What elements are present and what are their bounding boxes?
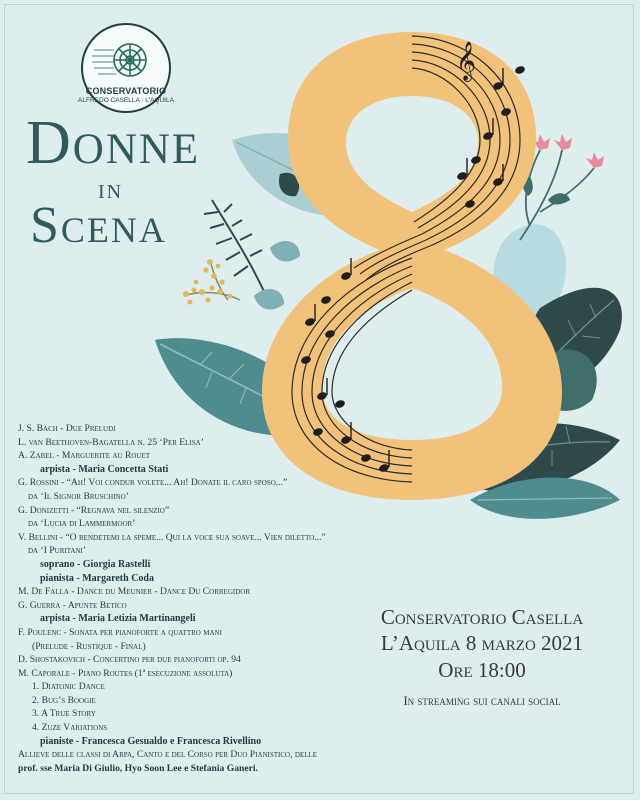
yellow-sprig xyxy=(183,259,240,305)
event-date: L’Aquila 8 marzo 2021 xyxy=(380,631,584,655)
program-line: A. Zabel - Marguerite au Rouet xyxy=(18,450,151,462)
program-line: soprano - Giorgia Rastelli xyxy=(40,558,151,570)
event-info xyxy=(352,604,612,714)
program-line: 1. Diatonic Dance xyxy=(32,681,105,693)
program-line: pianista - Margareth Coda xyxy=(40,572,154,584)
program-line: L. van Beethoven-Bagatella n. 25 ‘Per Elisa’ xyxy=(18,436,204,448)
title-in: in xyxy=(98,174,124,205)
logo-subtitle: ALFREDO CASELLA · L'AQUILA xyxy=(78,97,174,104)
program-line: da ‘Lucia di Lammermoor’ xyxy=(28,518,136,530)
program-line: 3. A True Story xyxy=(32,708,96,720)
logo-name: CONSERVATORIO xyxy=(85,86,167,96)
program-line: arpista - Maria Letizia Martinangeli xyxy=(40,613,196,625)
program-line: da ‘I Puritani’ xyxy=(28,545,87,557)
program-line: pianiste - Francesca Gesualdo e Francesca Rivellino xyxy=(40,735,262,747)
program-line: J. S. Bach - Due Preludi xyxy=(18,423,116,434)
program-line: 4. Zuze Variations xyxy=(32,722,108,734)
program-line: D. Shostakovich - Concertino per due pianoforti op. 94 xyxy=(18,654,241,666)
program-line: Allieve delle classi di Arpa, Canto e del Corso per Duo Pianistico, delle xyxy=(18,749,318,761)
program-line: prof. sse Maria Di Giulio, Hyo Soon Lee e Stefania Ganeri. xyxy=(18,762,258,774)
program-line: da ‘Il Signor Bruschino’ xyxy=(28,490,129,502)
program-line: M. Caporale - Piano Routes (1ª esecuzione assoluta) xyxy=(18,667,233,679)
program-list xyxy=(18,422,398,775)
event-time: Ore 18:00 xyxy=(438,658,526,682)
program-line: M. De Falla - Dance du Meunier - Dance Du Corregidor xyxy=(18,586,250,598)
program-line: arpista - Maria Concetta Stati xyxy=(40,463,169,475)
program-line: F. Poulenc - Sonata per pianoforte a quattro mani xyxy=(18,626,222,638)
program-line: G. Rossini - “Ah! Voi condur volete... Ah! Donate il caro sposo...” xyxy=(18,477,288,489)
event-venue: Conservatorio Casella xyxy=(380,605,584,629)
fern-sprig-left xyxy=(204,200,268,300)
title-donne: Donne xyxy=(26,109,201,177)
title-scena: Scena xyxy=(30,197,167,254)
program-line: (Prelude - Rustique - Final) xyxy=(32,640,146,652)
event-streaming: In streaming sui canali social xyxy=(403,693,561,708)
treble-clef-icon: 𝄞 xyxy=(456,41,477,81)
program-line: V. Bellini - “O rendetemi la speme... Qui la voce sua soave... Vien diletto...” xyxy=(18,531,326,543)
program-line: G. Donizetti - “Regnava nel silenzio” xyxy=(18,504,170,516)
program-line: G. Guerra - Apunte Betico xyxy=(18,599,127,611)
program-line: 2. Bug’s Boogie xyxy=(32,694,96,706)
